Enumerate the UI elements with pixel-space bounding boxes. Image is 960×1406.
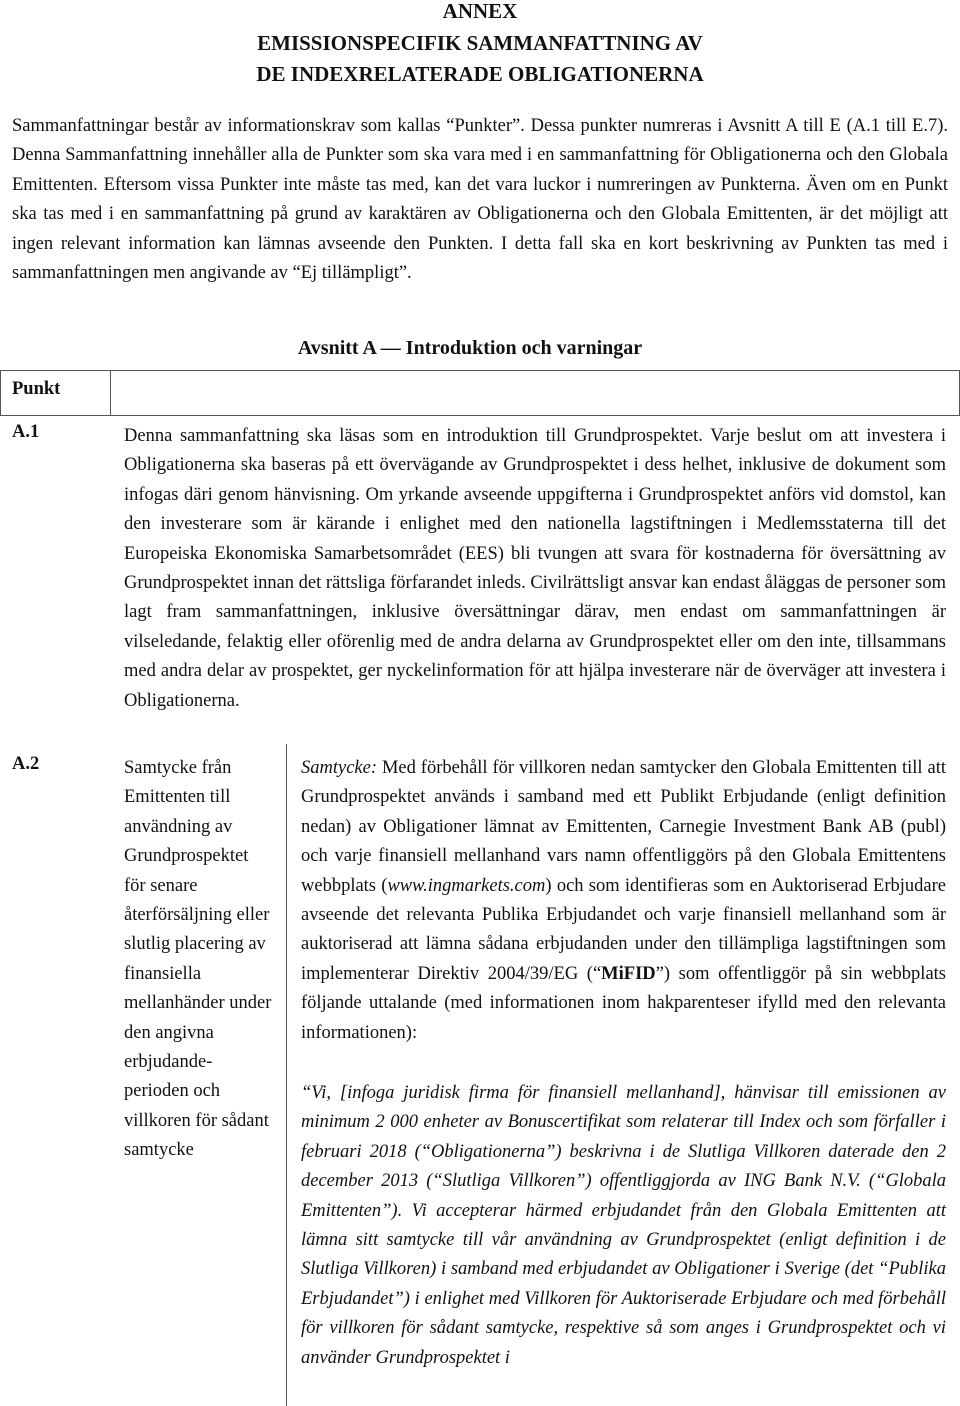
item-a2-label: Samtycke från Emittenten till användning av Grundprospektet för senare återförsäljning eller slutlig placering av finansiella mellanhänder under den angivna erbjudande-perioden och villkoren för sådant samtycke xyxy=(124,758,272,1161)
intro-paragraph: Sammanfattningar består av informationskrav som kallas “Punkter”. Dessa punkter numreras i Avsnitt A till E (A.1 till E.7). Denna Sammanfattning innehåller alla de Punkter som ska vara med i en sammanfattning för Obligationerna och den Globala Emittenten. Eftersom vissa Punkter inte måste tas med, kan det vara luckor i numreringen av Punkterna. Även om en Punkt ska tas med i en sammanfattning på grund av karaktären av Obligationerna och den Globala Emittenten, är det möjligt att ingen relevant information kan lämnas avseende den Punkten. I detta fall ska en kort beskrivning av Punkten tas med i sammanfattningen men angivande av “Ej tillämpligt”. xyxy=(12,116,948,284)
punkt-header-cell xyxy=(0,370,111,416)
title-annex: ANNEX xyxy=(442,0,518,23)
consent-text-part1: Med förbehåll för villkoren nedan samtycker den Globala Emittenten till att Grundprospektet används i samband med ett Publikt Erbjudande (enligt definition nedan) av Obligationer lämnat av Emittenten, Carnegie Investment Bank AB (publ) och varje finansiell mellanhand vars namn offentliggörs på den Globala Emittentens webbplats ( xyxy=(301,758,946,896)
mifid-term: MiFID xyxy=(601,963,656,984)
document-title xyxy=(0,0,960,91)
item-a2-quote: “Vi, [infoga juridisk firma för finansiell mellanhand], hänvisar till emissionen av minimum 2 000 enheter av Bonuscertifikat som relaterar till Index och som förfaller i februari 2018 (“Obligationerna”) beskrivna i de Slutliga Villkoren daterade den 2 december 2013 (“Slutliga Villkoren”) offentliggjorda av ING Bank N.V. (“Globala Emittenten”). Vi accepterar härmed erbjudandet från den Globala Emittenten att lämna sitt samtycke till vår användning av Grundprospektet (enligt definition i de Slutliga Villkoren) i samband med erbjudandet av Obligationer i Sverige (det “Publika Erbjudandet”) i enlighet med Villkoren för Auktoriserade Erbjudare och med förbehåll för villkoren för sådant samtycke, respektive så som anges i Grundprospektet och vi använder Grundprospektet i xyxy=(301,1083,946,1368)
consent-text-part2: ) och som identifieras som en Auktoriserad Erbjudare avseende det relevanta Publika Erbjudandet och varje finansiell mellanhand som är auktoriserad att lämna sådana erbjudanden under den tillämpliga lagstiftningen som implementerar Direktiv 2004/39/EG (“ xyxy=(301,875,946,984)
item-a1-text: Denna sammanfattning ska läsas som en introduktion till Grundprospektet. Varje beslut om att investera i Obligationerna ska baseras på ett övervägande av Grundprospektet i dess helhet, inklusive de dokument som infogas däri genom hänvisning. Om yrkande avseende uppgifterna i Grundprospektet anförs vid domstol, kan den investerare som är kärande i enlighet med den nationella lagstiftningen i Medlemsstaterna till det Europeiska Ekonomiska Samarbetsområdet (EES) bli tvungen att svara för kostnaderna för översättning av Grundprospektet innan det rättsliga förfarandet inleds. Civilrättsligt ansvar kan endast åläggas de personer som lagt fram sammanfattningen, inklusive översättningar därav, men endast om sammanfattningen är vilseledande, felaktig eller oförenlig med de andra delarna av Grundprospektet eller om den inte, tillsammans med andra delar av prospektet, ger nyckelinformation för att hjälpa investerare när de överväger att investera i Obligationerna. xyxy=(124,426,946,711)
punkt-label: Punkt xyxy=(12,379,61,399)
item-code-a2: A.2 xyxy=(12,754,40,774)
title-line-3: DE INDEXRELATERADE OBLIGATIONERNA xyxy=(256,62,704,86)
section-a-heading: Avsnitt A — Introduktion och varningar xyxy=(297,337,643,359)
consent-text-part3: ”) som offentliggör på sin webbplats följande uttalande (med informationen inom hakparenteser ifylld med den relevanta informationen): xyxy=(301,963,946,1043)
title-line-2: EMISSIONSPECIFIK SAMMANFATTNING AV xyxy=(257,30,703,55)
section-header-cell xyxy=(110,370,960,416)
column-divider xyxy=(286,744,287,1406)
item-a2-text xyxy=(301,754,946,1048)
item-code-a1: A.1 xyxy=(12,422,40,442)
consent-label: Samtycke: xyxy=(301,758,378,778)
website-link[interactable]: www.ingmarkets.com xyxy=(387,875,546,896)
